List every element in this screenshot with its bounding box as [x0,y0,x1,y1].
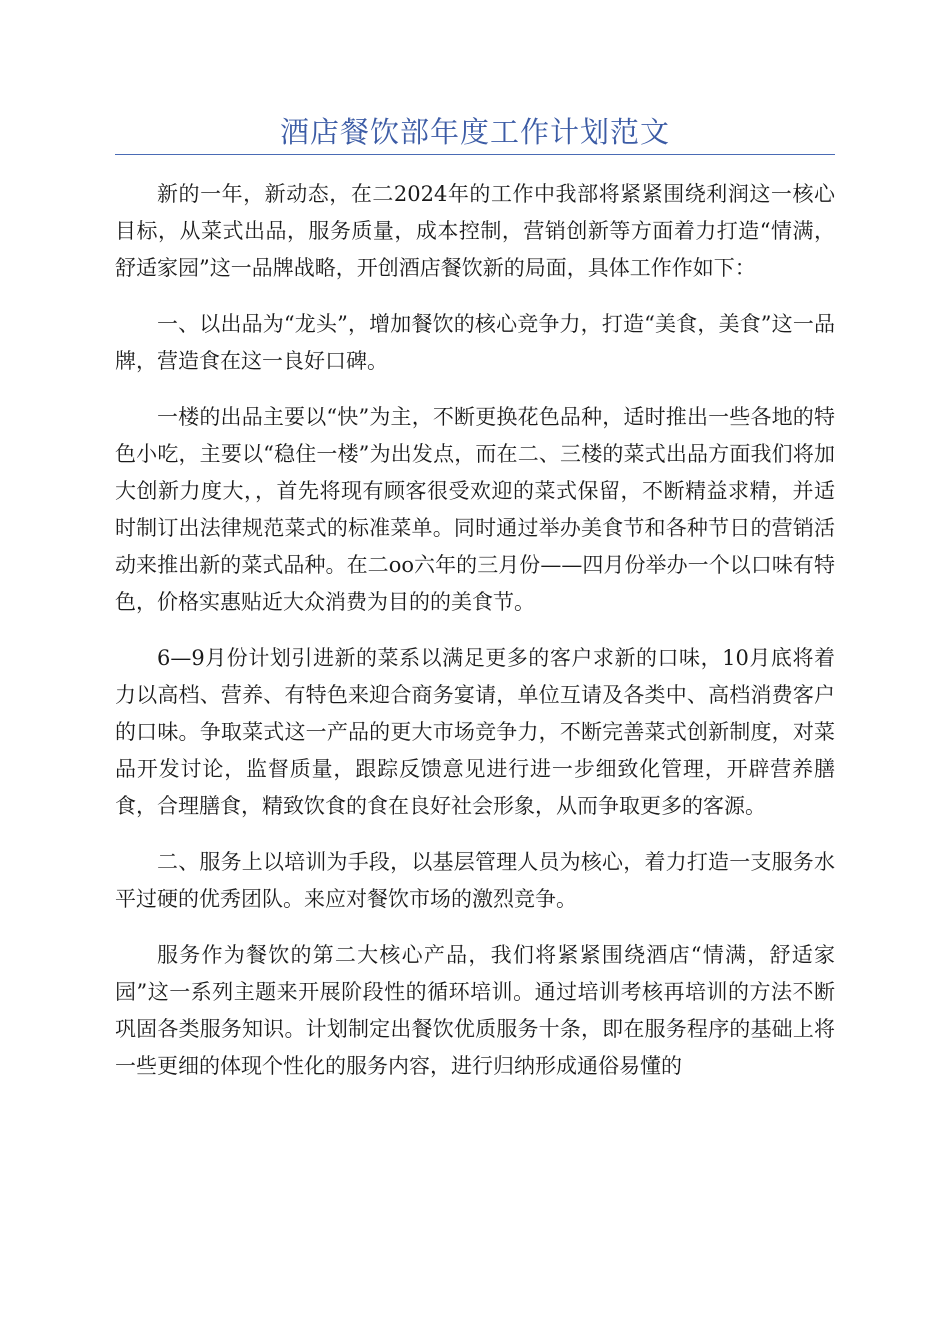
paragraph-1: 新的一年，新动态，在二2024年的工作中我部将紧紧围绕利润这一核心目标，从菜式出品，服务质量，成本控制，营销创新等方面着力打造“情满，舒适家园”这一品牌战略，开创酒店餐饮新的局面，具体工作作如下： [115,182,835,280]
paragraph-5: 二、服务上以培训为手段，以基层管理人员为核心，着力打造一支服务水平过硬的优秀团队。来应对餐饮市场的激烈竞争。 [115,850,835,911]
title-underline [115,154,835,155]
paragraph-6: 服务作为餐饮的第二大核心产品，我们将紧紧围绕酒店“情满，舒适家园”这一系列主题来开展阶段性的循环培训。通过培训考核再培训的方法不断巩固各类服务知识。计划制定出餐饮优质服务十条，即在服务程序的基础上将一些更细的体现个性化的服务内容，进行归纳形成通俗易懂的 [115,943,835,1078]
paragraph-4: 6—9月份计划引进新的菜系以满足更多的客户求新的口味，10月底将着力以高档、营养、有特色来迎合商务宴请，单位互请及各类中、高档消费客户的口味。争取菜式这一产品的更大市场竞争力，不断完善菜式创新制度，对菜品开发讨论，监督质量，跟踪反馈意见进行进一步细致化管理，开辟营养膳食，合理膳食，精致饮食的食在良好社会形象，从而争取更多的客源。 [115,646,835,818]
document-title: 酒店餐饮部年度工作计划范文 [279,115,670,149]
paragraph-2: 一、以出品为“龙头”，增加餐饮的核心竞争力，打造“美食，美食”这一品牌，营造食在这一良好口碑。 [115,312,835,373]
document-body [115,176,835,1104]
paragraph-3: 一楼的出品主要以“快”为主，不断更换花色品种，适时推出一些各地的特色小吃，主要以“稳住一楼”为出发点，而在二、三楼的菜式出品方面我们将加大创新力度大，，首先将现有顾客很受欢迎的菜式保留，不断精益求精，并适时制订出法律规范菜式的标准菜单。同时通过举办美食节和各种节日的营销活动来推出新的菜式品种。在二oo六年的三月份——四月份举办一个以口味有特色，价格实惠贴近大众消费为目的的美食节。 [115,405,835,614]
